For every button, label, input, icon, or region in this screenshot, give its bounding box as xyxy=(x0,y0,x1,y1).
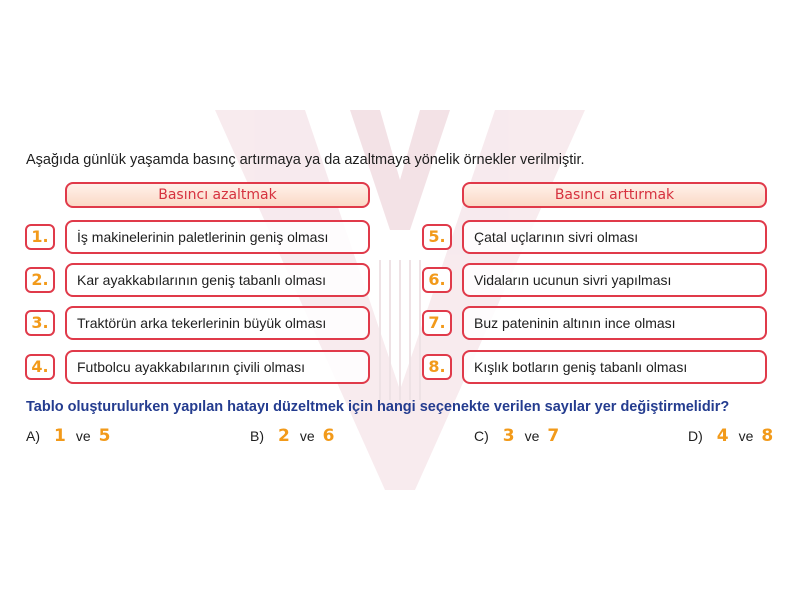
intro-text: Aşağıda günlük yaşamda basınç artırmaya ya da azaltmaya yönelik örnekler verilmiştir. xyxy=(26,152,585,168)
option-number-first: 2 xyxy=(278,426,290,446)
item-text: Vidaların ucunun sivri yapılması xyxy=(462,263,767,297)
item-number: 5. xyxy=(422,224,452,250)
item-number: 3. xyxy=(25,310,55,336)
answer-option-a[interactable] xyxy=(26,426,120,448)
answer-option-c[interactable] xyxy=(474,426,569,448)
option-number-second: 6 xyxy=(322,426,335,446)
option-number-first: 4 xyxy=(716,426,729,446)
option-conjunction: ve xyxy=(524,428,540,444)
item-number: 1. xyxy=(25,224,55,250)
option-letter: B) xyxy=(250,428,264,444)
answer-option-b[interactable] xyxy=(250,426,344,448)
question-text: Tablo oluşturulurken yapılan hatayı düzeltmek için hangi seçenekte verilen sayılar yer değiştirmelidir? xyxy=(26,399,730,415)
option-conjunction: ve xyxy=(299,428,315,444)
item-text: Çatal uçlarının sivri olması xyxy=(462,220,767,254)
option-conjunction: ve xyxy=(738,428,754,444)
item-number: 4. xyxy=(25,354,55,380)
item-number: 6. xyxy=(422,267,452,293)
item-text: Kışlık botların geniş tabanlı olması xyxy=(462,350,767,384)
option-letter: D) xyxy=(688,428,703,444)
item-number: 2. xyxy=(25,267,55,293)
item-number: 8. xyxy=(422,354,452,380)
item-text: Buz pateninin altının ince olması xyxy=(462,306,767,340)
option-letter: A) xyxy=(26,428,40,444)
answer-option-d[interactable] xyxy=(688,426,783,448)
item-text: Futbolcu ayakkabılarının çivili olması xyxy=(65,350,370,384)
option-number-first: 1 xyxy=(54,426,66,446)
header-increase-pressure: Basıncı arttırmak xyxy=(462,182,767,208)
option-letter: C) xyxy=(474,428,489,444)
option-number-first: 3 xyxy=(502,426,515,446)
item-text: Kar ayakkabılarının geniş tabanlı olması xyxy=(65,263,370,297)
header-decrease-pressure: Basıncı azaltmak xyxy=(65,182,370,208)
option-number-second: 7 xyxy=(547,426,560,446)
option-conjunction: ve xyxy=(75,428,91,444)
option-number-second: 5 xyxy=(98,426,111,446)
item-number: 7. xyxy=(422,310,452,336)
item-text: İş makinelerinin paletlerinin geniş olması xyxy=(65,220,370,254)
option-number-second: 8 xyxy=(761,426,774,446)
item-text: Traktörün arka tekerlerinin büyük olması xyxy=(65,306,370,340)
